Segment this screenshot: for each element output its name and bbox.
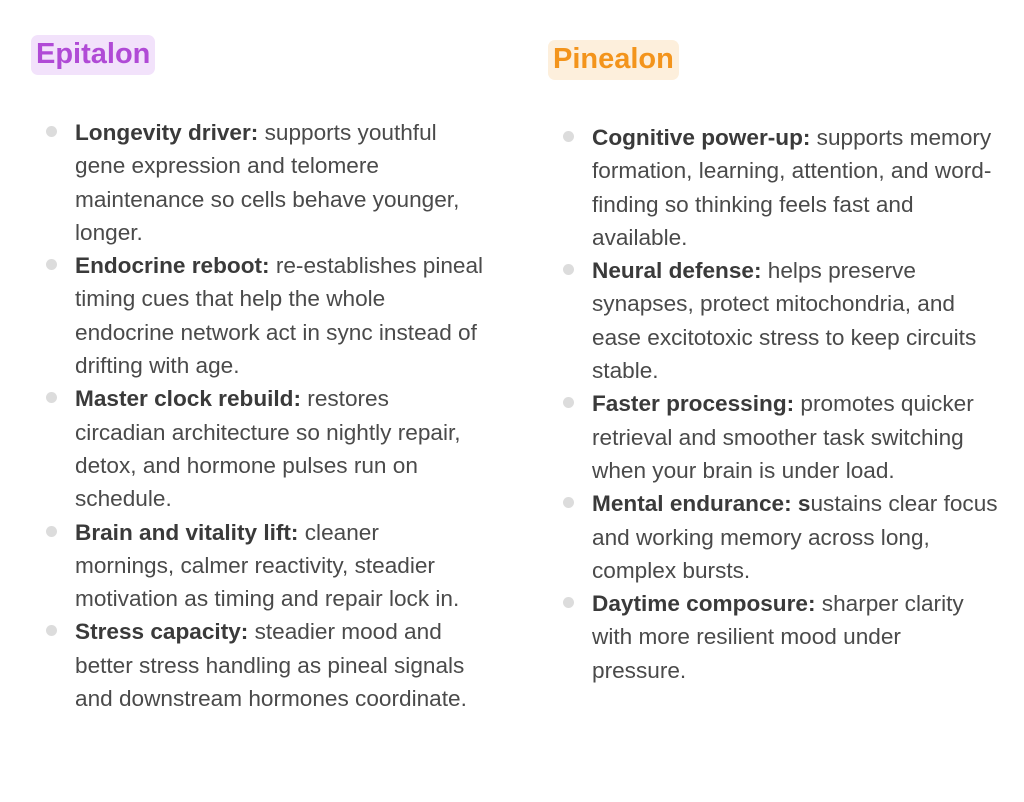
bullet-icon: [563, 131, 574, 142]
benefit-description: helps preserve synapses, protect mitochondria, and ease excitotoxic stress to keep circuits stable.: [592, 258, 977, 384]
benefit-term: Daytime composure:: [592, 591, 816, 617]
bullet-icon: [563, 497, 574, 508]
list-item: [44, 516, 484, 616]
benefit-term: Faster processing:: [592, 391, 795, 417]
pinealon-benefits-list: [561, 121, 1001, 687]
benefit-term: Cognitive power-up:: [592, 125, 811, 150]
bullet-icon: [46, 625, 57, 636]
list-item: [44, 615, 484, 715]
bullet-icon: [563, 397, 574, 408]
benefit-description: steadier mood and better stress handling as pineal signals and downstream hormones coordinate.: [75, 619, 467, 712]
bullet-icon: [46, 526, 57, 537]
list-item: [44, 249, 484, 382]
benefit-description: restores circadian architecture so nightly repair, detox, and hormone pulses run on schedule.: [75, 386, 461, 512]
bullet-icon: [563, 597, 574, 608]
benefit-term: Endocrine reboot:: [75, 253, 270, 279]
epitalon-title: Epitalon: [31, 35, 155, 75]
benefit-description: ustains clear focus and working memory across long, complex bursts.: [592, 491, 998, 583]
list-item: [44, 116, 484, 249]
bullet-icon: [46, 392, 57, 403]
bullet-icon: [46, 126, 57, 137]
benefit-description: re-establishes pineal timing cues that help the whole endocrine network act in sync instead of drifting with age.: [75, 253, 484, 379]
benefit-description: supports youthful gene expression and telomere maintenance so cells behave younger, longer.: [75, 120, 460, 245]
benefit-term: Stress capacity:: [75, 619, 249, 645]
bullet-icon: [563, 264, 574, 275]
benefit-term: Mental endurance: s: [592, 491, 811, 517]
bullet-icon: [46, 259, 57, 270]
list-item: [44, 382, 484, 515]
epitalon-benefits-list: [44, 116, 484, 715]
list-item: [561, 587, 1001, 687]
list-item: [561, 487, 1001, 587]
benefit-description: cleaner mornings, calmer reactivity, steadier motivation as timing and repair lock in.: [75, 519, 460, 612]
benefit-description: sharper clarity with more resilient mood under pressure.: [592, 591, 964, 683]
benefit-description: supports memory formation, learning, attention, and word-finding so thinking feels fast and available.: [592, 125, 992, 250]
benefit-term: Brain and vitality lift:: [75, 519, 299, 545]
benefit-term: Longevity driver:: [75, 120, 259, 145]
benefit-term: Neural defense:: [592, 258, 762, 284]
list-item: [561, 387, 1001, 487]
list-item: [561, 254, 1001, 387]
benefit-description: promotes quicker retrieval and smoother task switching when your brain is under load.: [592, 391, 974, 483]
benefit-term: Master clock rebuild:: [75, 386, 302, 412]
pinealon-title: Pinealon: [548, 40, 679, 80]
list-item: [561, 121, 1001, 254]
